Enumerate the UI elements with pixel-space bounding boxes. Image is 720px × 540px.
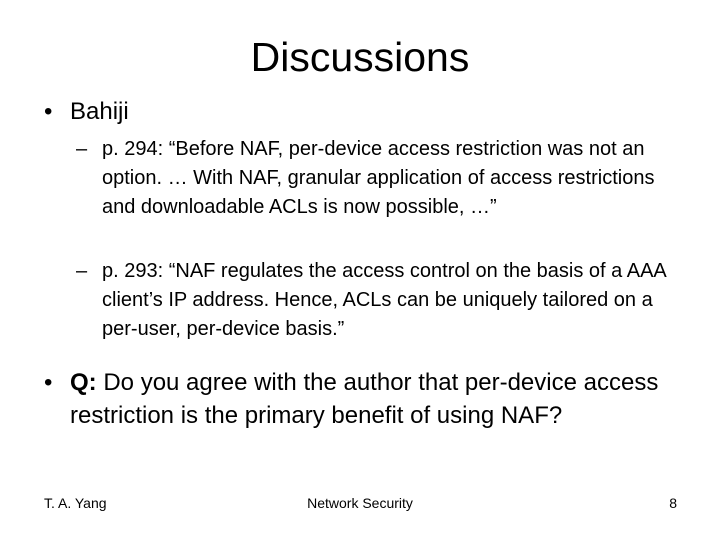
question-label: Q: [70, 369, 97, 396]
bullet-marker: • [44, 369, 53, 396]
bullet-question [44, 366, 684, 432]
bullet-text-question [70, 366, 684, 432]
sub-bullet-text: p. 294: “Before NAF, per-device access restriction was not an option. … With NAF, granular application of access restrictions and downloadable ACLs is now possible, …” [102, 138, 655, 218]
footer-author: T. A. Yang [44, 495, 107, 511]
slide-title: Discussions [250, 34, 470, 80]
footer-course: Network Security [307, 495, 413, 511]
bullet-text: Bahiji [70, 98, 129, 125]
footer-page-number: 8 [669, 495, 677, 511]
sub-bullet-p294 [76, 135, 686, 222]
bullet-bahiji [44, 95, 684, 128]
sub-bullet-text: p. 293: “NAF regulates the access control on the basis of a AAA client’s IP address. Hence, ACLs can be uniquely tailored on a per-user, per-device basis.” [102, 260, 666, 340]
question-text: Do you agree with the author that per-device access restriction is the primary benefit of using NAF? [70, 369, 659, 429]
sub-bullet-p293 [76, 257, 686, 344]
bullet-marker: • [44, 98, 53, 125]
sub-bullet-marker: – [76, 138, 88, 160]
sub-bullet-marker: – [76, 260, 88, 282]
